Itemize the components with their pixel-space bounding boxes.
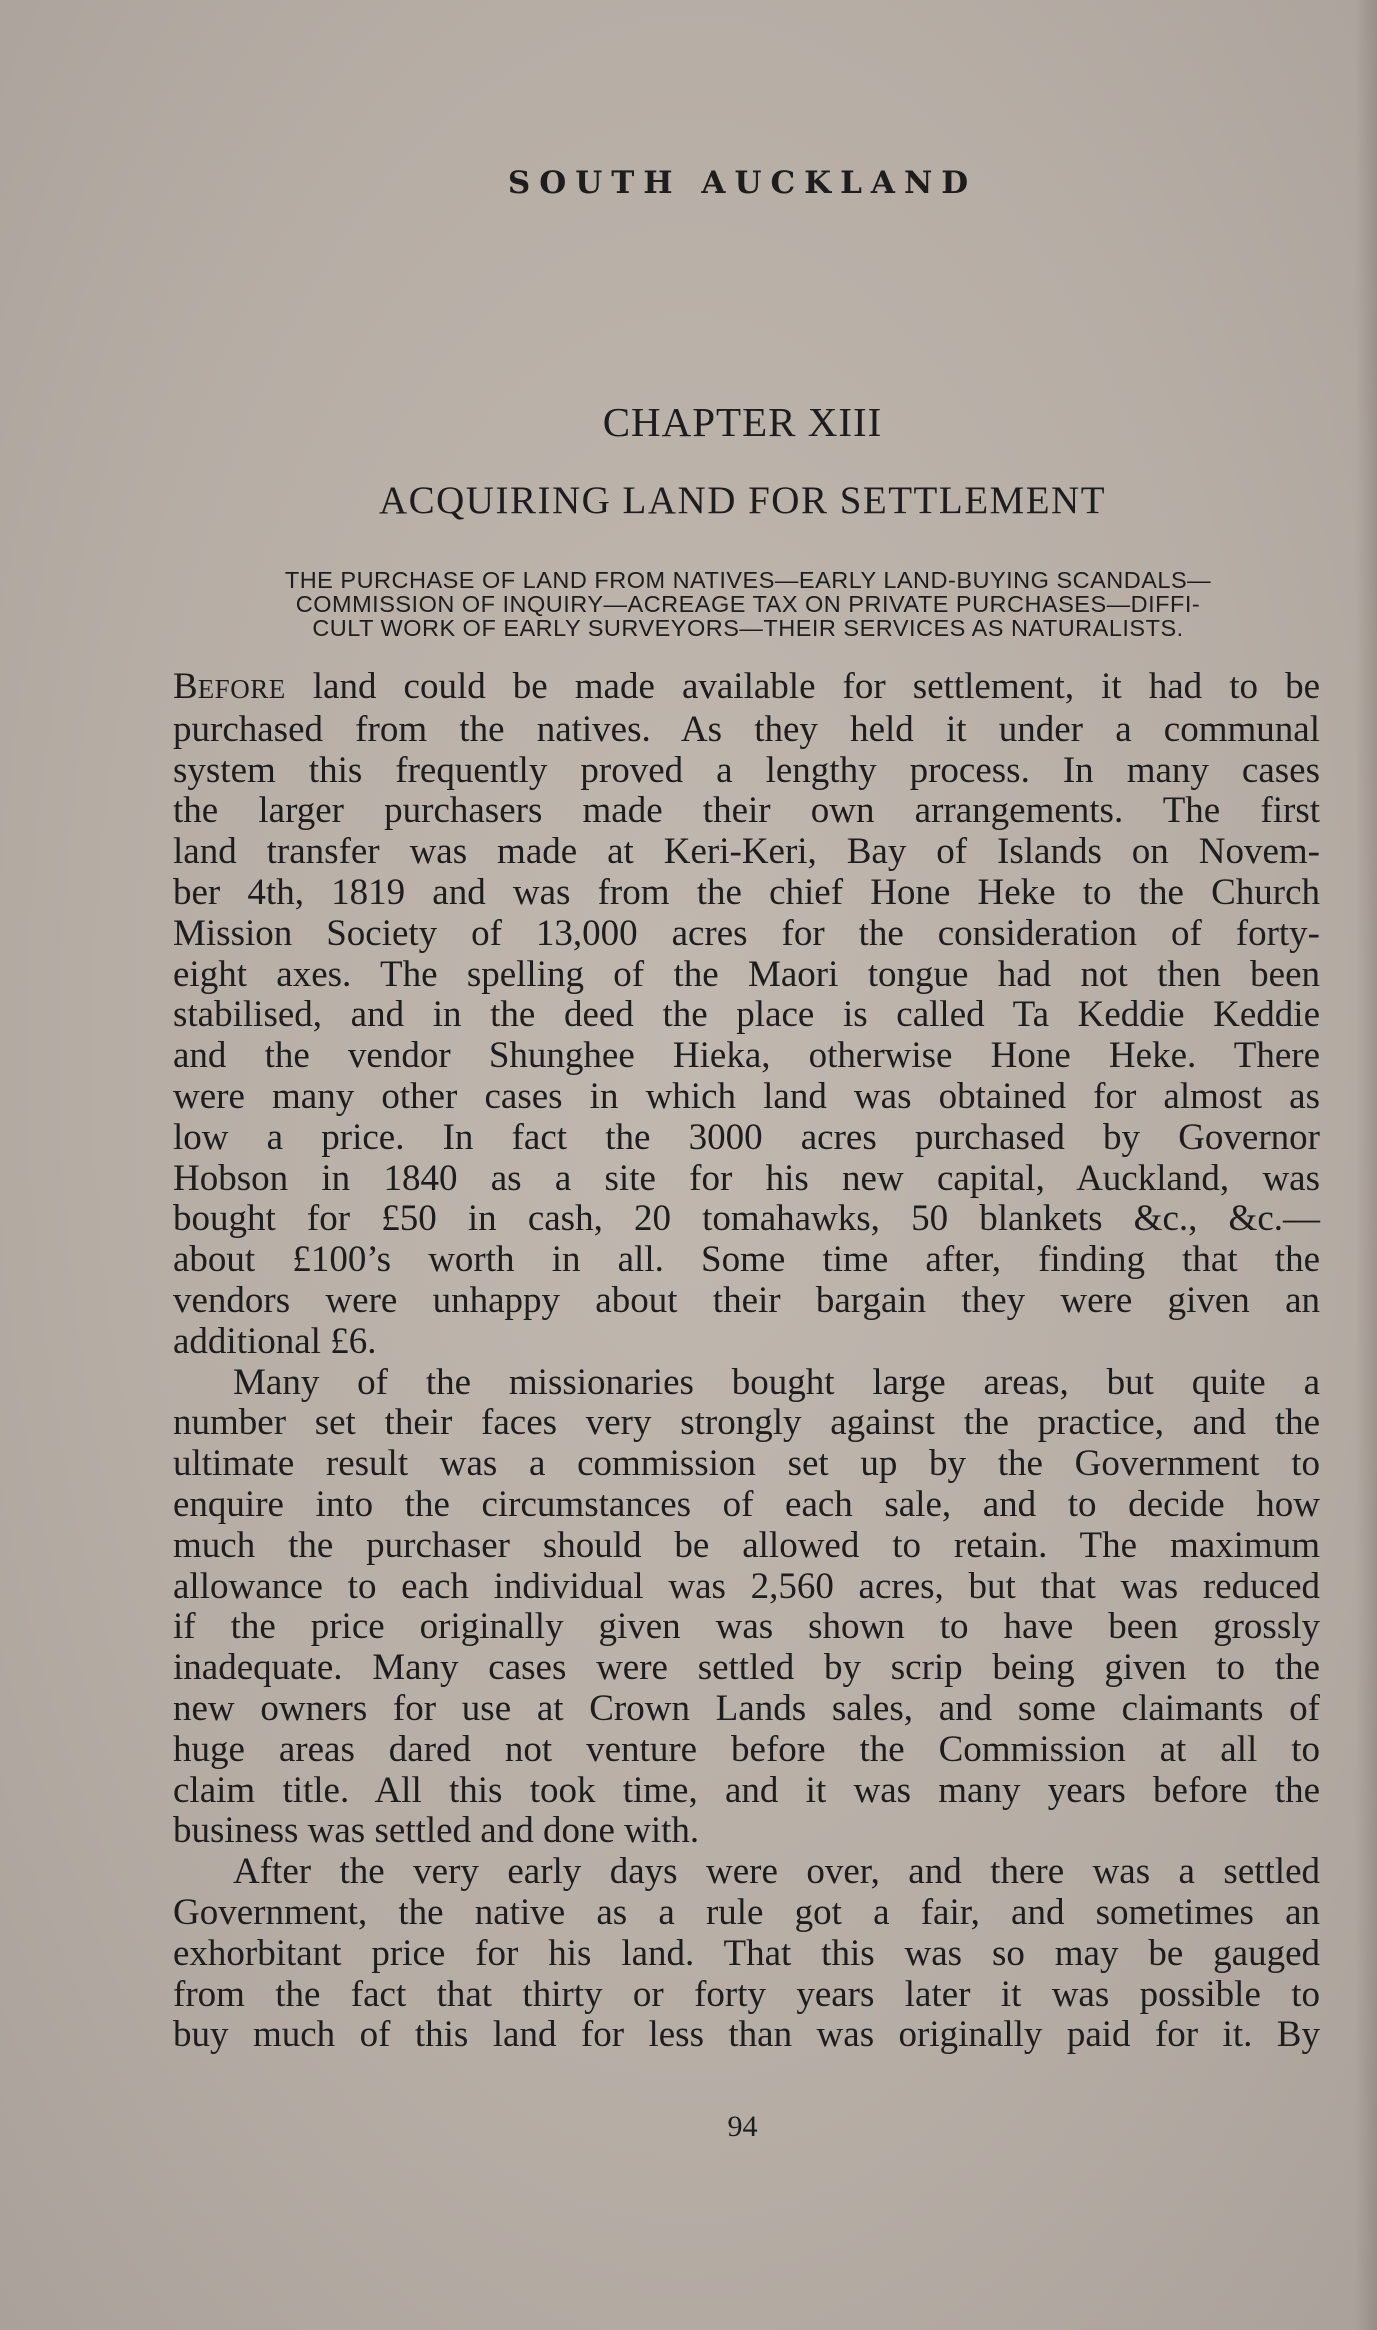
running-head: SOUTH AUCKLAND bbox=[507, 165, 978, 201]
synopsis-line: CULT WORK OF EARLY SURVEYORS—THEIR SERVICES AS NATURALISTS. bbox=[312, 615, 1184, 641]
text-line: the larger purchasers made their own arrangements. The first bbox=[173, 790, 1320, 832]
text-line: new owners for use at Crown Lands sales, and some claimants of bbox=[173, 1687, 1320, 1729]
opening-word-rest: EFORE bbox=[197, 674, 286, 704]
text-line: exhorbitant price for his land. That this was so may be gauged bbox=[173, 1932, 1320, 1974]
line-text: land could be made available for settlement, it had to be bbox=[285, 666, 1320, 707]
text-line: Many of the missionaries bought large areas, but quite a bbox=[233, 1361, 1320, 1403]
text-line: business was settled and done with. bbox=[173, 1810, 700, 1852]
body-text bbox=[173, 667, 1320, 2056]
text-line: bought for £50 in cash, 20 tomahawks, 50 blankets &c., &c.— bbox=[173, 1198, 1320, 1240]
text-line: allowance to each individual was 2,560 acres, but that was reduced bbox=[173, 1565, 1320, 1607]
text-line bbox=[173, 667, 1320, 710]
text-line: eight axes. The spelling of the Maori tongue had not then been bbox=[173, 953, 1320, 995]
text-line: stabilised, and in the deed the place is called Ta Keddie Keddie bbox=[173, 994, 1320, 1036]
text-line: purchased from the natives. As they held it under a communal bbox=[173, 708, 1320, 750]
text-line: if the price originally given was shown to have been grossly bbox=[173, 1606, 1320, 1648]
text-line: Government, the native as a rule got a fair, and sometimes an bbox=[173, 1891, 1320, 1933]
text-line: were many other cases in which land was obtained for almost as bbox=[173, 1075, 1320, 1117]
text-line: claim title. All this took time, and it was many years before the bbox=[173, 1769, 1320, 1811]
synopsis-line: THE PURCHASE OF LAND FROM NATIVES—EARLY LAND-BUYING SCANDALS— bbox=[284, 567, 1212, 593]
text-line: about £100’s worth in all. Some time after, finding that the bbox=[173, 1239, 1320, 1281]
text-line: inadequate. Many cases were settled by scrip being given to the bbox=[173, 1647, 1320, 1689]
text-line: vendors were unhappy about their bargain they were given an bbox=[173, 1279, 1320, 1321]
page-number: 94 bbox=[727, 2110, 758, 2143]
text-line: ultimate result was a commission set up by the Government to bbox=[173, 1443, 1320, 1485]
text-line: Mission Society of 13,000 acres for the consideration of forty- bbox=[173, 912, 1320, 954]
text-line: and the vendor Shunghee Hieka, otherwise Hone Heke. There bbox=[173, 1035, 1320, 1077]
paragraph-1 bbox=[173, 667, 1320, 1363]
text-line: additional £6. bbox=[173, 1320, 377, 1362]
text-line: land transfer was made at Keri-Keri, Bay of Islands on Novem- bbox=[173, 831, 1320, 873]
text-line: system this frequently proved a lengthy process. In many cases bbox=[173, 749, 1320, 791]
chapter-number: CHAPTER XIII bbox=[602, 399, 883, 445]
text-line: enquire into the circumstances of each sale, and to decide how bbox=[173, 1483, 1320, 1525]
page-edge-shadow bbox=[1355, 0, 1377, 2330]
paragraph-3 bbox=[173, 1852, 1320, 2056]
text-line: After the very early days were over, and there was a settled bbox=[233, 1851, 1320, 1893]
text-line: number set their faces very strongly against the practice, and the bbox=[173, 1402, 1320, 1444]
text-line: buy much of this land for less than was originally paid for it. By bbox=[173, 2014, 1320, 2056]
synopsis-line: COMMISSION OF INQUIRY—ACREAGE TAX ON PRIVATE PURCHASES—DIFFI- bbox=[295, 591, 1201, 617]
text-line: low a price. In fact the 3000 acres purchased by Governor bbox=[173, 1116, 1320, 1158]
text-line: from the fact that thirty or forty years later it was possible to bbox=[173, 1973, 1320, 2015]
text-line: ber 4th, 1819 and was from the chief Hone Heke to the Church bbox=[173, 871, 1320, 913]
paragraph-2 bbox=[173, 1363, 1320, 1853]
chapter-title: ACQUIRING LAND FOR SETTLEMENT bbox=[378, 479, 1107, 522]
text-line: much the purchaser should be allowed to retain. The maximum bbox=[173, 1524, 1320, 1566]
opening-word-initial: B bbox=[173, 666, 198, 707]
text-line: Hobson in 1840 as a site for his new capital, Auckland, was bbox=[173, 1157, 1320, 1199]
chapter-synopsis bbox=[172, 568, 1324, 640]
text-line: huge areas dared not venture before the Commission at all to bbox=[173, 1728, 1320, 1770]
